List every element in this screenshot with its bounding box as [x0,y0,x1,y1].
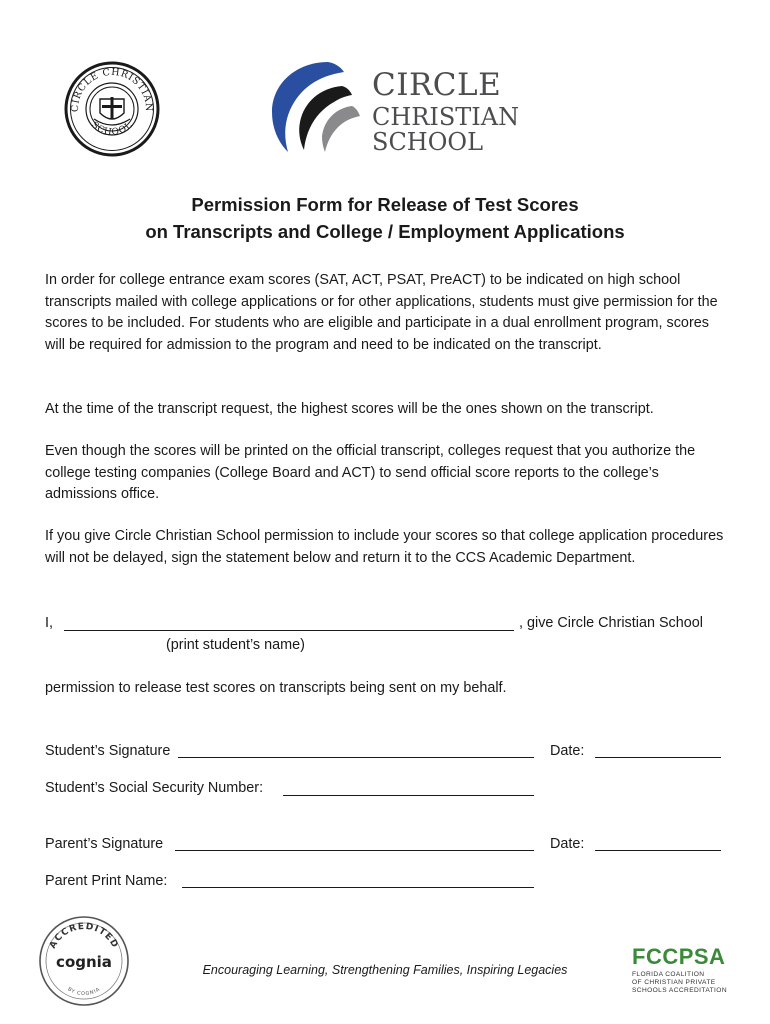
paragraph-official-reports: Even though the scores will be printed on the official transcript, colleges request that you authorize the college testing companies (College Board and ACT) to send official score reports to the college’s admissions office. [45,443,696,502]
paragraph-highest-scores: At the time of the transcript request, the highest scores will be the ones shown on the transcript. [45,401,654,417]
cognia-accreditation-badge [38,915,130,1007]
fccpsa-accreditation-logo [632,946,742,995]
form-title-line-2: on Transcripts and College / Employment Applications [145,221,625,242]
statement-suffix: , give Circle Christian School [519,615,703,631]
cognia-ring-bottom-text: BY COGNIA [66,986,102,998]
parent-date-label: Date: [550,836,585,852]
seal-ring-top-text: CIRCLE CHRISTIAN [69,66,155,113]
parent-print-name-label: Parent Print Name: [45,873,168,889]
student-date-field[interactable] [595,757,721,758]
student-name-caption: (print student’s name) [166,637,305,653]
parent-print-name-field[interactable] [182,887,534,888]
seal-ring-bottom-text: SCHOOL [89,120,135,138]
cognia-ring-top-text: ACCREDITED [47,921,121,951]
parent-signature-label: Parent’s Signature [45,836,164,852]
cognia-name-text: cognia [56,953,112,971]
paragraph-return-instructions: If you give Circle Christian School permission to include your scores so that college application procedures will not be delayed, sign the statement below and return it to the CCS Academic Department. [45,528,724,566]
seal-emblem-icon [64,61,160,157]
fccpsa-line-1: FLORIDA COALITION [632,971,705,978]
form-title-line-1: Permission Form for Release of Test Scores [191,194,579,215]
student-signature-label: Student’s Signature [45,743,171,759]
statement-prefix: I, [45,615,53,631]
statement-continuation: permission to release test scores on transcripts being sent on my behalf. [45,680,507,696]
student-date-label: Date: [550,743,585,759]
student-ssn-label: Student’s Social Security Number: [45,780,264,796]
parent-date-field[interactable] [595,850,721,851]
fccpsa-mark: FCCPSA [632,944,726,969]
school-seal-logo [64,61,160,157]
student-name-field[interactable] [64,630,514,631]
swoosh-logo-icon [268,58,368,158]
fccpsa-line-2: OF CHRISTIAN PRIVATE [632,979,716,986]
brand-name-line-1: CIRCLE [372,67,502,103]
circle-christian-school-logo [268,58,518,158]
svg-text:ACCREDITED [48,922,120,951]
brand-name-line-3: SCHOOL [372,128,484,156]
paragraph-score-permission: In order for college entrance exam scores (SAT, ACT, PSAT, PreACT) to be indicated on high school transcripts mailed with college applications or for other applications, students must give permission for the scores to be included. For students who are eligible and participate in a dual enrollment program, scores will be required for admission to the program and need to be indicated on the transcript. [45,272,718,353]
parent-signature-field[interactable] [175,850,534,851]
brand-name-line-2: CHRISTIAN [372,103,520,131]
svg-text:BY COGNIA [67,986,102,997]
footer-tagline: Encouraging Learning, Strengthening Families, Inspiring Legacies [202,963,568,977]
fccpsa-line-3: SCHOOLS ACCREDITATION [632,987,727,994]
form-title [0,191,770,245]
student-signature-field[interactable] [178,757,534,758]
cognia-badge-icon [38,915,130,1007]
student-ssn-field[interactable] [283,795,534,796]
